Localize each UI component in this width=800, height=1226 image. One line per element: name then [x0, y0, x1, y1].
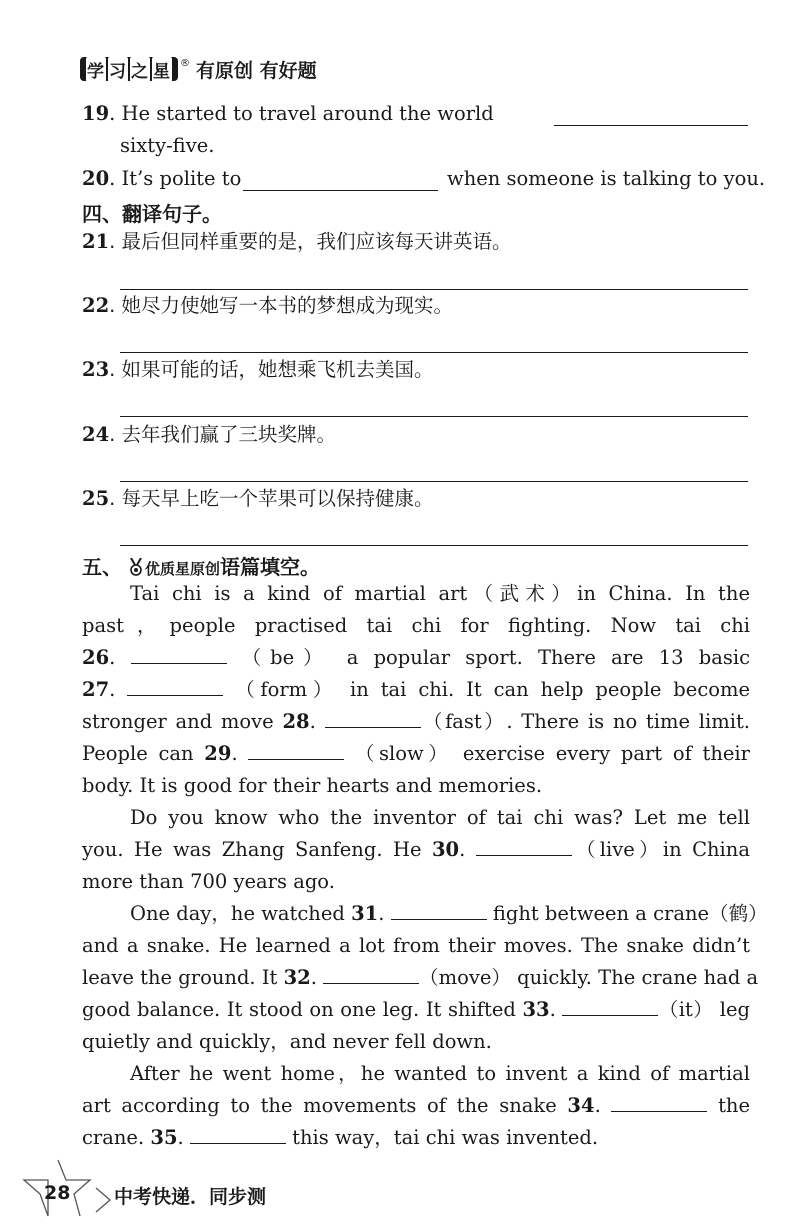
answer-blank-31[interactable] [391, 898, 487, 920]
passage-line: After he went home，he wanted to invent a kind of martial [130, 1062, 750, 1085]
brand-logo: 学 习 之 星 [80, 57, 178, 81]
passage-line: Tai chi is a kind of martial art（武术）in China. In the [130, 582, 750, 605]
answer-blank-19[interactable] [554, 104, 748, 126]
question-20-cont: when someone is talking to you. [447, 167, 766, 190]
passage-line: quietly and quickly，and never fell down. [82, 1030, 492, 1053]
passage-line: stronger and move 28. （fast）. There is no time limit. [82, 706, 750, 738]
passage-line: Do you know who the inventor of tai chi was? Let me tell [130, 806, 750, 829]
question-19: 19. He started to travel around the world [82, 102, 494, 125]
answer-blank-35[interactable] [190, 1122, 286, 1144]
question-19-cont: sixty-five. [120, 134, 215, 157]
answer-blank-29[interactable] [248, 738, 344, 760]
footer-title: 中考快递．同步测 [114, 1186, 267, 1208]
passage-line: 27. （form） in tai chi. It can help people become [82, 674, 750, 706]
answer-line-22[interactable] [120, 352, 748, 353]
page-footer [18, 1158, 318, 1218]
passage-line: past，people practised tai chi for fighting. Now tai chi [82, 614, 750, 637]
header-slogan: 有原创 有好题 [196, 59, 317, 82]
answer-blank-26[interactable] [131, 642, 227, 664]
answer-blank-33[interactable] [562, 994, 658, 1016]
passage-line: more than 700 years ago. [82, 870, 335, 893]
section-5-title: 五、 优质星原创语篇填空。 [82, 555, 320, 579]
passage-line: One day，he watched 31. fight between a crane（鹤） [82, 898, 750, 930]
page-number: 28 [44, 1182, 71, 1204]
passage-line: good balance. It stood on one leg. It shifted 33. （it） leg [82, 994, 750, 1026]
registered-mark: ® [180, 57, 190, 69]
translation-21: 21. 最后但同样重要的是，我们应该每天讲英语。 [82, 230, 512, 253]
passage-line: art according to the movements of the snake 34. the [82, 1090, 750, 1122]
answer-line-24[interactable] [120, 481, 748, 482]
passage-line: body. It is good for their hearts and memories. [82, 774, 543, 797]
translation-24: 24. 去年我们赢了三块奖牌。 [82, 423, 337, 446]
passage-line: leave the ground. It 32. （move） quickly. The crane had a [82, 962, 750, 994]
answer-line-25[interactable] [120, 545, 748, 546]
answer-blank-32[interactable] [323, 962, 419, 984]
translation-23: 23. 如果可能的话，她想乘飞机去美国。 [82, 358, 434, 381]
passage-line: and a snake. He learned a lot from their moves. The snake didn’t [82, 934, 750, 957]
question-20: 20. It’s polite to [82, 167, 242, 190]
passage-line: you. He was Zhang Sanfeng. He 30. （live）in China [82, 834, 750, 866]
book-header [80, 54, 317, 84]
passage-line: 26. （be） a popular sport. There are 13 basic [82, 642, 750, 674]
cloze-passage [82, 578, 768, 1154]
passage-line: People can 29. （slow） exercise every part of their [82, 738, 750, 770]
medal-icon [129, 558, 143, 576]
passage-line: crane. 35. this way，tai chi was invented. [82, 1122, 750, 1154]
answer-blank-30[interactable] [476, 834, 572, 856]
answer-blank-20[interactable] [243, 169, 438, 191]
answer-blank-34[interactable] [611, 1090, 707, 1112]
section-4-title: 四、翻译句子。 [82, 202, 222, 226]
translation-25: 25. 每天早上吃一个苹果可以保持健康。 [82, 487, 434, 510]
answer-line-23[interactable] [120, 416, 748, 417]
answer-blank-28[interactable] [325, 706, 421, 728]
answer-blank-27[interactable] [127, 674, 223, 696]
translation-22: 22. 她尽力使她写一本书的梦想成为现实。 [82, 294, 454, 317]
